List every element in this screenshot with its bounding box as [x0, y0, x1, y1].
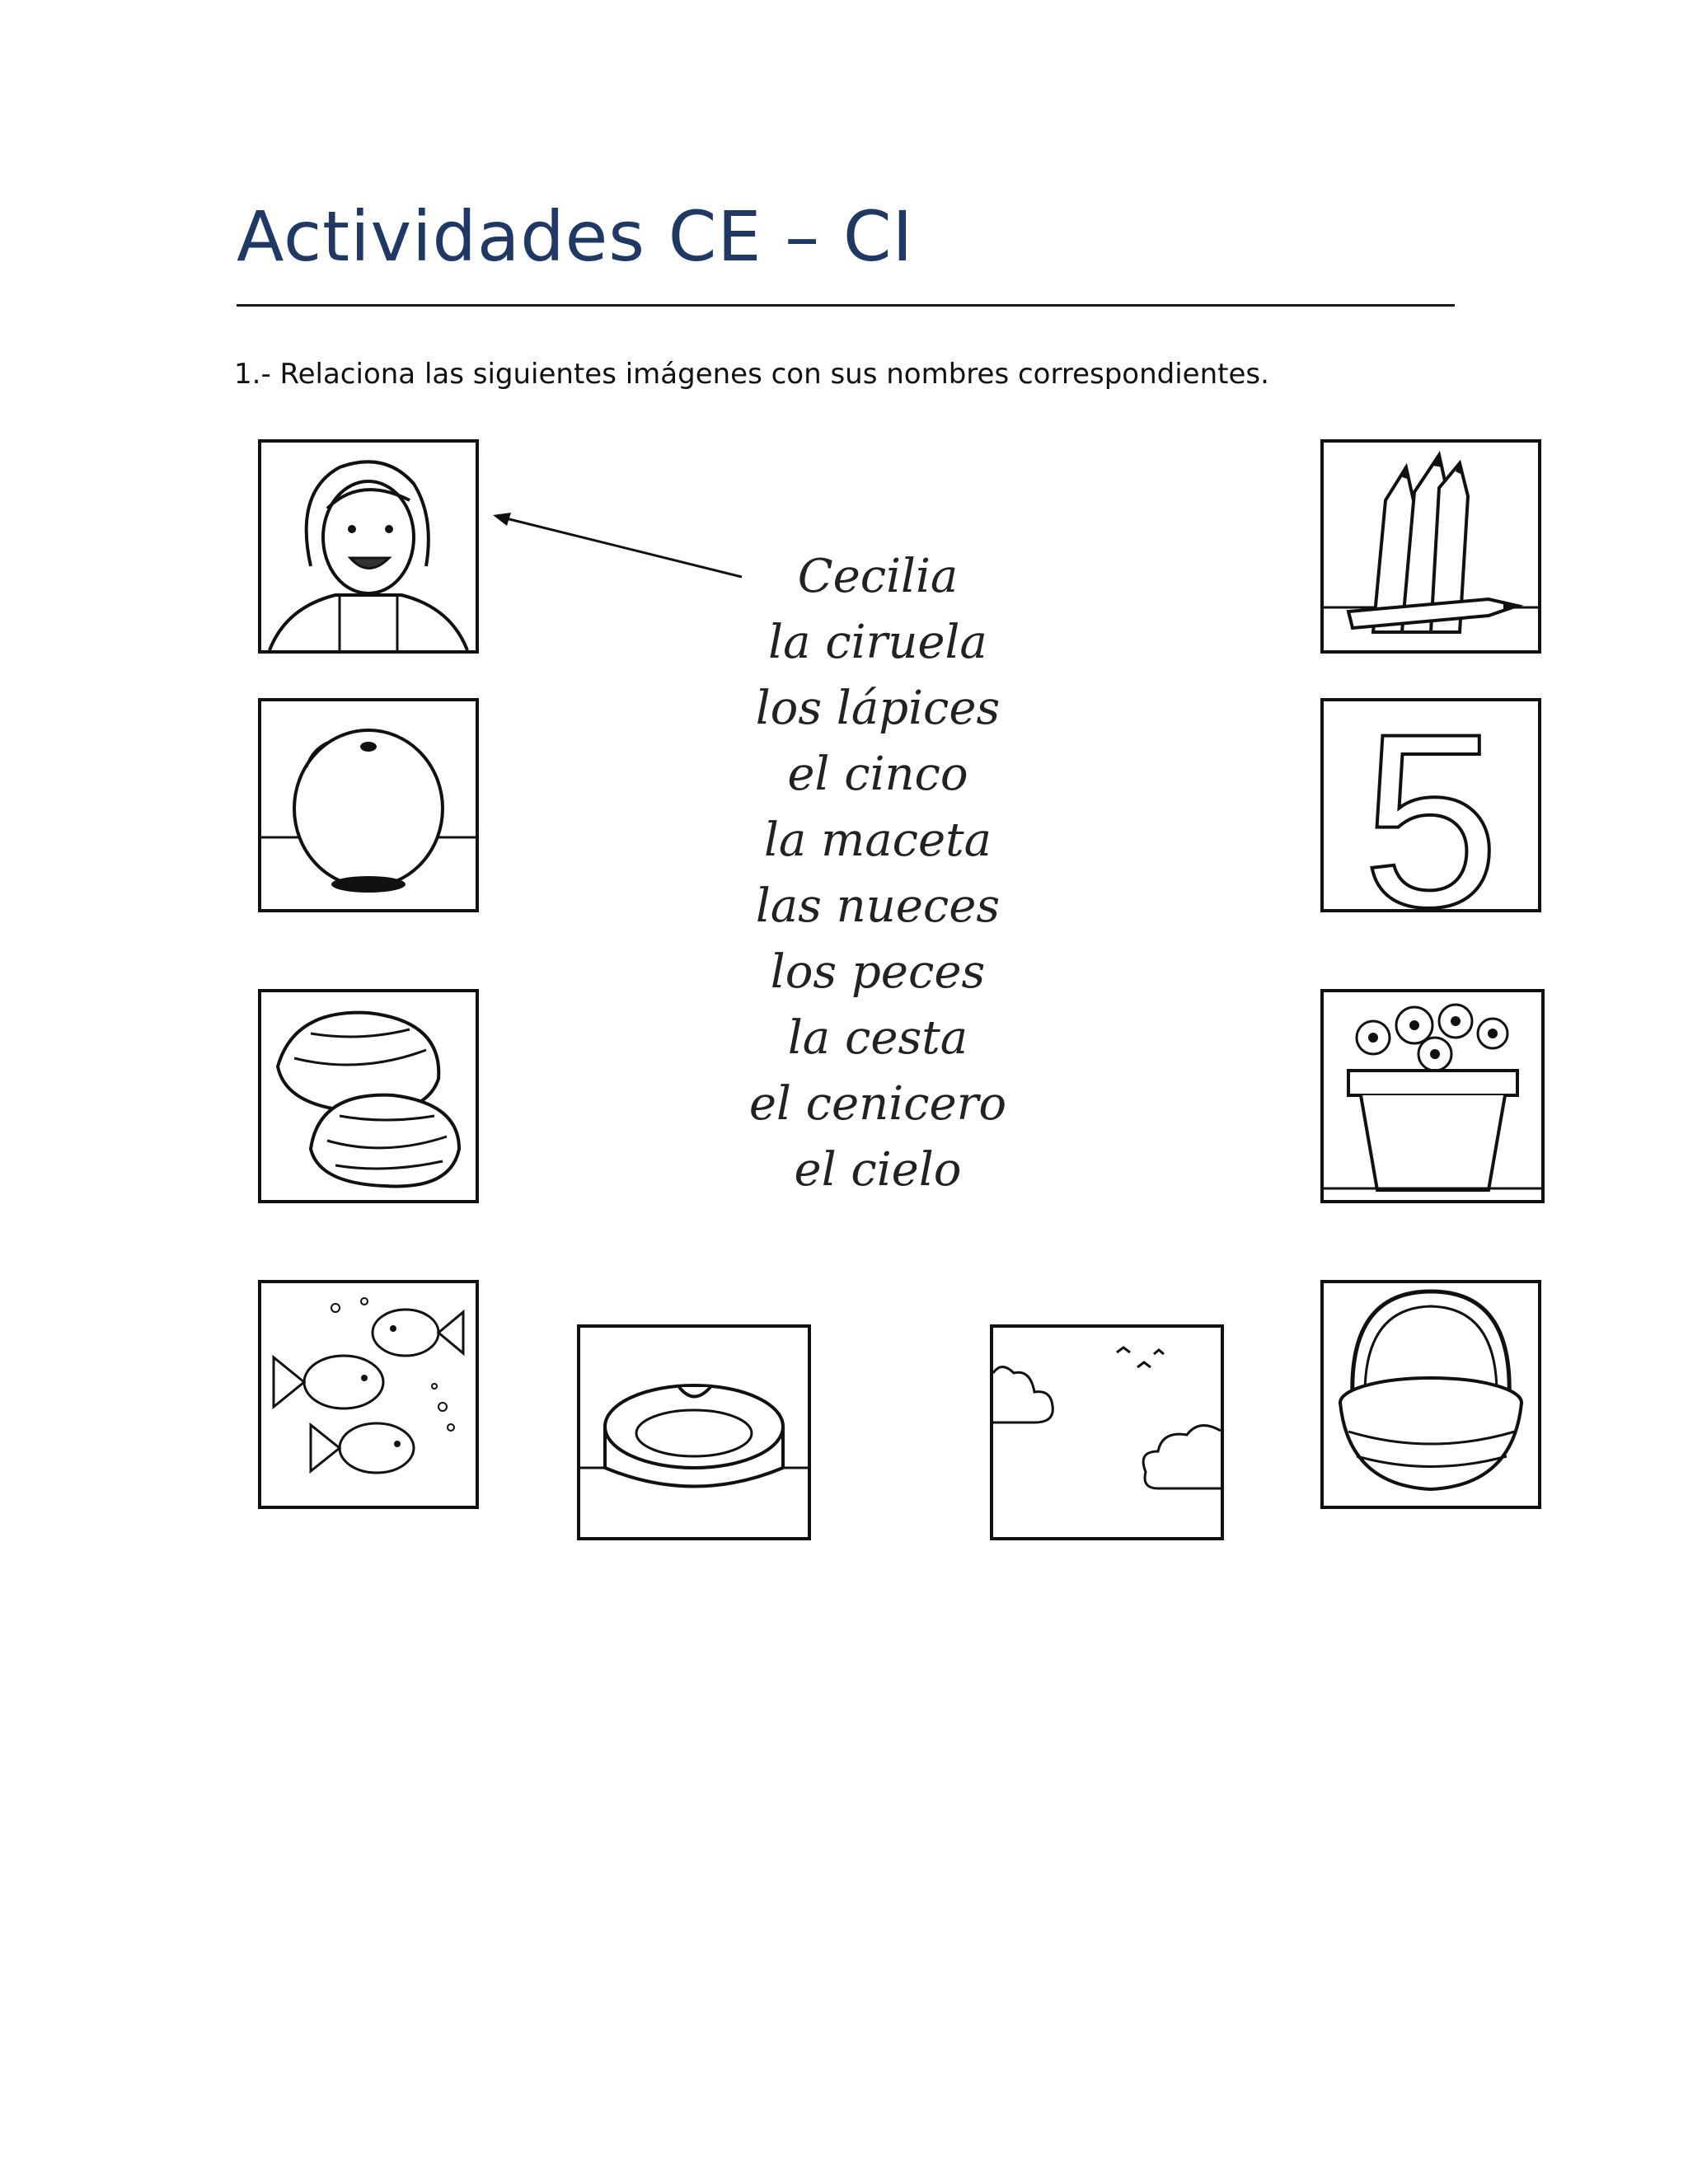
word-nueces: las nueces — [755, 879, 1001, 933]
number-five-icon — [1324, 701, 1538, 909]
flowerpot-icon — [1324, 992, 1541, 1200]
picture-flowerpot — [1320, 989, 1545, 1203]
picture-walnuts — [258, 989, 479, 1203]
picture-girl — [258, 439, 479, 654]
word-peces: los peces — [770, 945, 986, 999]
word-cecilia: Cecilia — [797, 550, 959, 603]
title-divider — [237, 304, 1455, 307]
basket-icon — [1324, 1283, 1538, 1506]
page-title: Actividades CE – CI — [237, 196, 914, 277]
word-cenicero: el cenicero — [748, 1077, 1007, 1131]
example-arrow — [486, 503, 750, 585]
pencils-icon — [1324, 443, 1538, 650]
walnuts-icon — [261, 992, 476, 1200]
fish-icon — [261, 1283, 476, 1506]
sky-icon — [993, 1328, 1221, 1537]
picture-number-five — [1320, 698, 1541, 912]
girl-icon — [261, 443, 476, 650]
word-cinco: el cinco — [787, 748, 968, 801]
word-lapices: los lápices — [755, 682, 1001, 735]
picture-fish — [258, 1280, 479, 1509]
picture-ashtray — [577, 1324, 811, 1540]
ashtray-icon — [580, 1328, 808, 1537]
picture-plum — [258, 698, 479, 912]
number-five-text: 5 — [1362, 701, 1500, 909]
word-cielo: el cielo — [794, 1143, 962, 1197]
exercise-instruction: 1.- Relaciona las siguientes imágenes con sus nombres correspondientes. — [234, 358, 1269, 391]
word-cesta: la cesta — [787, 1011, 968, 1065]
word-maceta: la maceta — [764, 813, 992, 867]
picture-sky — [990, 1324, 1224, 1540]
picture-pencils — [1320, 439, 1541, 654]
picture-basket — [1320, 1280, 1541, 1509]
plum-icon — [261, 701, 476, 909]
word-ciruela: la ciruela — [768, 616, 987, 669]
word-list — [701, 544, 1055, 1203]
